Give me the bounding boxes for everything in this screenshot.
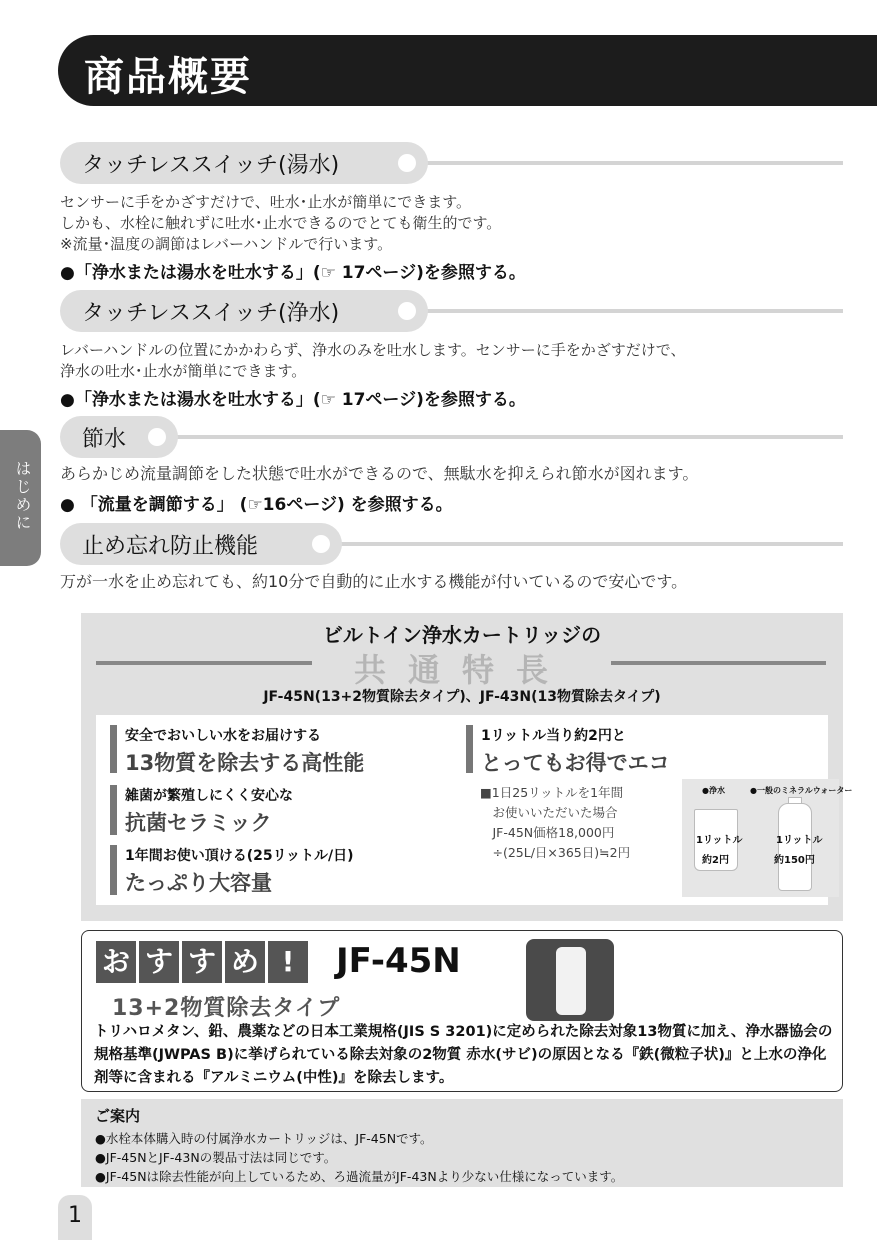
title-bar — [58, 35, 877, 106]
badge-char: お — [96, 941, 136, 983]
compare-price-right: 約150円 — [774, 855, 815, 866]
circle-icon — [148, 428, 166, 446]
cartridge-photo — [526, 939, 614, 1021]
compare-volume-right: 1リットル — [776, 835, 823, 846]
section-divider — [420, 309, 843, 313]
circle-icon — [312, 535, 330, 553]
section-heading: 節水 — [82, 427, 127, 452]
feature-bar — [110, 845, 117, 895]
calc-line: お使いいただいた場合 — [480, 805, 618, 820]
circle-icon — [398, 302, 416, 320]
section-heading: 止め忘れ防止機能 — [82, 534, 259, 559]
feature-large: 13物質を除去する高性能 — [125, 751, 365, 775]
features-panel — [81, 613, 853, 921]
feature-small: 雑菌が繁殖しにくく安心な — [125, 788, 293, 804]
recommend-model: JF-45N — [336, 941, 461, 981]
notice-item: ●JF-45NとJF-43Nの製品寸法は同じです。 — [95, 1150, 337, 1165]
notice-item: ●JF-45Nは除去性能が向上しているため、ろ過流量がJF-43Nより少ない仕様になっています。 — [95, 1169, 624, 1184]
notice-box — [81, 1099, 843, 1187]
recommend-description: トリハロメタン、鉛、農薬などの日本工業規格(JIS S 3201)に定められた除去対象13物質に加え、浄水器協会の規格基準(JWPAS B)に挙げられている除去対象の2物質 赤水(サビ)の原因となる『鉄(微粒子状)』と上水の浄化剤等に含まれる『アルミニウム(中性)』を除去します。 — [94, 1024, 833, 1086]
page-reference[interactable]: ●「浄水または湯水を吐水する」(☞ 17ページ)を参照する。 — [60, 263, 526, 283]
notice-item: ●水栓本体購入時の付属浄水カートリッジは、JF-45Nです。 — [95, 1131, 433, 1146]
body-line: センサーに手をかざすだけで、吐水･止水が簡単にできます。 — [60, 193, 472, 211]
features-heading: ビルトイン浄水カートリッジの — [322, 623, 602, 647]
compare-label-left: ●浄水 — [702, 786, 725, 795]
feature-bar — [110, 725, 117, 773]
calc-line: JF-45N価格18,000円 — [480, 825, 615, 840]
features-big-title: 共通特長 — [353, 651, 570, 689]
page-reference[interactable]: ●「浄水または湯水を吐水する」(☞ 17ページ)を参照する。 — [60, 390, 526, 410]
section-divider — [330, 542, 843, 546]
compare-label-right: ●一般のミネラルウォーター — [750, 786, 853, 795]
section-divider — [170, 435, 843, 439]
features-models: JF-45N(13+2物質除去タイプ)、JF-43N(13物質除去タイプ) — [263, 689, 661, 705]
side-tab[interactable] — [0, 430, 41, 566]
body-line: 浄水の吐水･止水が簡単にできます。 — [60, 362, 307, 380]
notice-heading: ご案内 — [95, 1107, 141, 1125]
feature-large: とってもお得でエコ — [481, 751, 670, 775]
feature-small: 安全でおいしい水をお届けする — [125, 728, 321, 744]
price-calculation — [480, 783, 630, 863]
badge-char: す — [182, 941, 222, 983]
circle-icon — [398, 154, 416, 172]
compare-volume-left: 1リットル — [696, 835, 743, 846]
calc-line: ■1日25リットルを1年間 — [480, 785, 624, 800]
water-bottle-icon — [778, 803, 812, 891]
page-title: 商品概要 — [84, 54, 252, 100]
recommend-type: 13+2物質除去タイプ — [112, 996, 341, 1021]
badge-char: す — [139, 941, 179, 983]
calc-line: ÷(25L/日×365日)≒2円 — [480, 845, 631, 860]
body-line: レバーハンドルの位置にかかわらず、浄水のみを吐水します。センサーに手をかざすだけで、 — [60, 341, 686, 359]
body-line: ※流量･温度の調節はレバーハンドルで行います。 — [60, 235, 393, 253]
section-divider — [420, 161, 843, 165]
price-comparison-illustration — [682, 779, 853, 897]
section-heading-pill — [60, 416, 178, 458]
feature-small: 1リットル当り約2円と — [481, 728, 626, 744]
feature-large: 抗菌セラミック — [125, 811, 272, 835]
section-heading: タッチレススイッチ(浄水) — [82, 301, 340, 326]
recommendation-box — [81, 930, 843, 1092]
badge-char: め — [225, 941, 265, 983]
feature-small: 1年間お使い頂ける(25リットル/日) — [125, 848, 354, 864]
features-inner — [96, 715, 853, 905]
section-heading: タッチレススイッチ(湯水) — [82, 153, 340, 178]
section-heading-pill — [60, 523, 342, 565]
badge-char: ! — [268, 941, 308, 983]
section-heading-pill — [60, 290, 428, 332]
feature-large: たっぷり大容量 — [125, 871, 272, 895]
section-heading-pill — [60, 142, 428, 184]
page-number-tab — [58, 1195, 92, 1240]
body-line: 万が一水を止め忘れても、約10分で自動的に止水する機能が付いているので安心です。 — [60, 572, 688, 591]
feature-bar — [466, 725, 473, 773]
compare-price-left: 約2円 — [702, 855, 729, 866]
page-number: 1 — [68, 1203, 82, 1228]
page-reference[interactable]: ● 「流量を調節する」 (☞16ページ) を参照する。 — [60, 495, 453, 515]
body-line: あらかじめ流量調節をした状態で吐水ができるので、無駄水を抑えられ節水が図れます。 — [60, 464, 699, 483]
side-tab-label: はじめに — [13, 460, 32, 532]
body-line: しかも、水栓に触れずに吐水･止水できるのでとても衛生的です。 — [60, 214, 502, 232]
cartridge-icon — [556, 947, 586, 1015]
recommend-badge — [96, 941, 308, 983]
feature-bar — [110, 785, 117, 835]
